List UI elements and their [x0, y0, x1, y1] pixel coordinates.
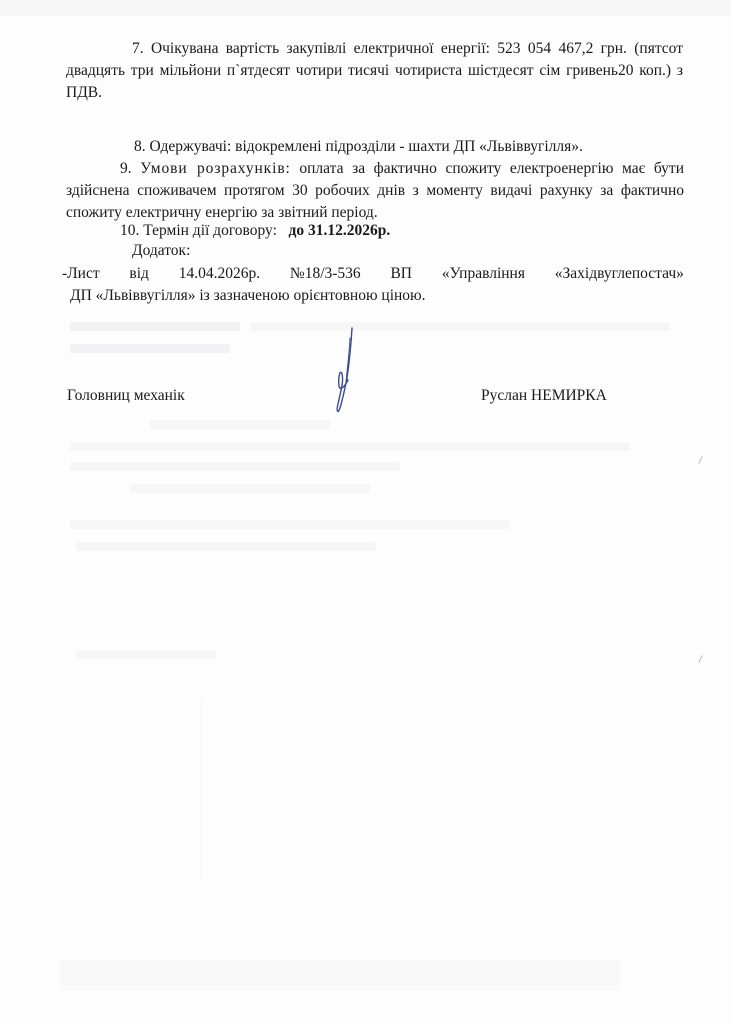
addon-word: 14.04.2026р.: [178, 265, 261, 282]
addon-title: Додаток:: [132, 242, 191, 259]
addon-word: «Управління: [441, 265, 525, 282]
addon-letter-reference: [62, 263, 684, 307]
handwritten-signature: [322, 326, 362, 416]
scan-speck: [698, 456, 702, 464]
item-8-recipients: 8. Одержувачі: відокремлені підрозділи - шахти ДП «Львіввугілля».: [134, 138, 583, 155]
addon-word: від: [129, 265, 149, 282]
item-10-value: до 31.12.2026р.: [288, 222, 391, 239]
addon-line-1: [62, 263, 684, 285]
addon-word: -Лист: [62, 265, 100, 282]
signatory-role: Головниц механік: [67, 387, 185, 404]
item-9-label: Умови розрахунків:: [140, 160, 291, 177]
item-9-number: 9.: [120, 160, 132, 177]
scan-speck: [698, 655, 702, 663]
item-9-payment-terms: [66, 158, 684, 224]
item-7-label: 7. Очікувана вартість закупівлі електричної енергії:: [132, 40, 490, 57]
item-7-expected-cost: [66, 38, 683, 104]
addon-word: ВП: [390, 265, 413, 282]
item-10-contract-term: [120, 220, 390, 242]
item-7-text: 523 054 467,2 грн. (пятсот двадцять три мільйони п`ятдесят чотири тисячі чотириста шістдесят сім гривень20 коп.) з ПДВ.: [66, 40, 683, 101]
item-10-label: 10. Термін дії договору:: [120, 222, 277, 239]
item-9-text: оплата за фактично спожиту електроенергію має бути здійснена споживачем протягом 30 робочих днів з моменту видачі рахунку за фактично спожиту електричну енергію за звітний період.: [66, 160, 684, 221]
addon-word: №18/3-536: [289, 265, 361, 282]
addon-word: «Західвуглепостач»: [554, 265, 684, 282]
addon-line-2: ДП «Львіввугілля» із зазначеною орієнтовною ціною.: [70, 287, 426, 304]
signatory-name: Руслан НЕМИРКА: [481, 387, 607, 404]
